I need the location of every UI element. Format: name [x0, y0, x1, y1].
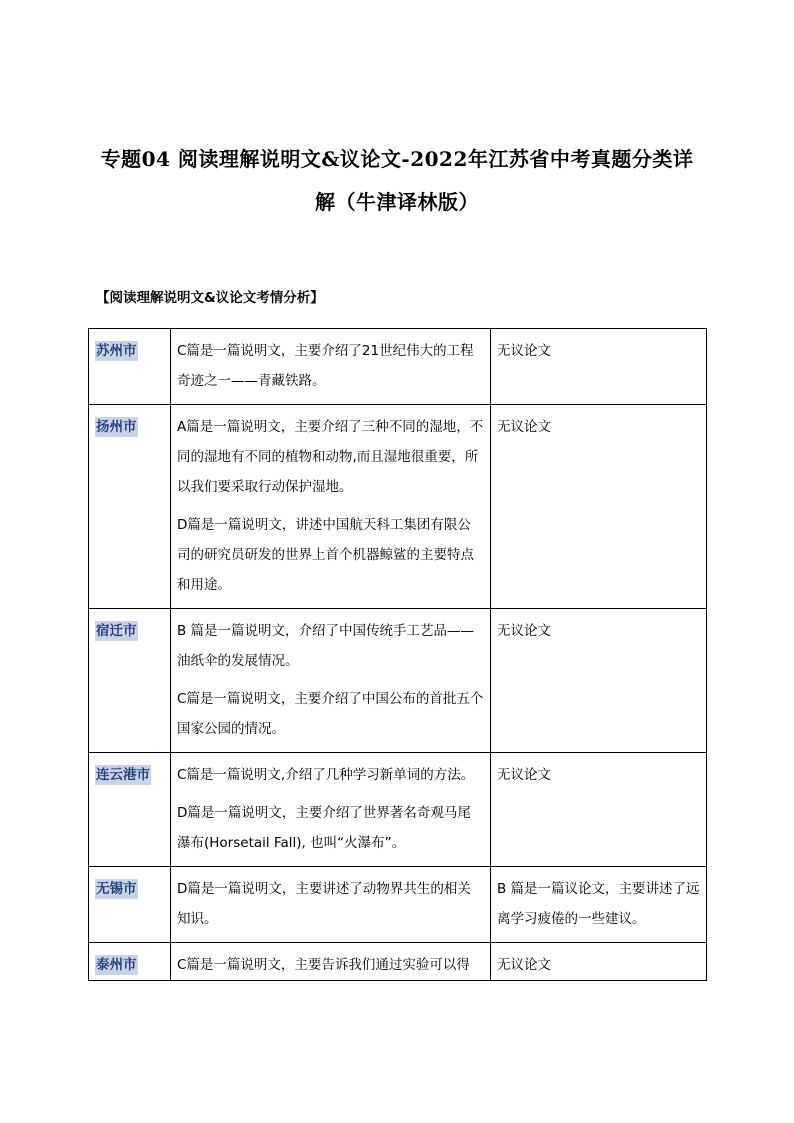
exam-analysis-table-body [89, 329, 707, 981]
document-title-line-2: 解（牛津译林版） [315, 190, 479, 214]
table-row [89, 405, 707, 609]
argumentative-cell [491, 329, 707, 405]
expository-cell [171, 867, 491, 943]
expository-cell [171, 943, 491, 981]
argumentative-text: 无议论文 [497, 623, 551, 639]
argumentative-text: B 篇是一篇议论文，主要讲述了远离学习疲倦的一些建议。 [497, 881, 700, 927]
city-name: 泰州市 [96, 957, 137, 973]
document-title-line-1: 专题04 阅读理解说明文&议论文-2022年江苏省中考真题分类详 [100, 147, 694, 171]
city-name: 苏州市 [96, 343, 137, 359]
city-name: 扬州市 [96, 419, 137, 435]
expository-cell [171, 609, 491, 753]
city-name: 无锡市 [96, 881, 137, 897]
expository-cell [171, 753, 491, 867]
city-cell [89, 943, 171, 981]
argumentative-cell [491, 405, 707, 609]
argumentative-text: 无议论文 [497, 419, 551, 435]
expository-passage: C篇是一篇说明文，主要介绍了21世纪伟大的工程奇迹之一——青藏铁路。 [177, 343, 474, 389]
expository-passage: B 篇是一篇说明文，介绍了中国传统手工艺品——油纸伞的发展情况。 [177, 623, 475, 669]
exam-analysis-table [88, 328, 707, 981]
city-name: 连云港市 [96, 767, 150, 783]
city-cell [89, 753, 171, 867]
city-cell [89, 405, 171, 609]
argumentative-cell [491, 753, 707, 867]
table-row [89, 867, 707, 943]
city-cell [89, 609, 171, 753]
argumentative-text: 无议论文 [497, 767, 551, 783]
expository-passage: C篇是一篇说明文，主要介绍了中国公布的首批五个国家公园的情况。 [177, 691, 484, 737]
expository-cell [171, 329, 491, 405]
argumentative-text: 无议论文 [497, 343, 551, 359]
expository-passage: D篇是一篇说明文，主要介绍了世界著名奇观马尾瀑布(Horsetail Fall), 也叫“火瀑布”。 [177, 805, 471, 851]
expository-passage: A篇是一篇说明文，主要介绍了三种不同的湿地，不同的湿地有不同的植物和动物,而且湿地很重要，所以我们要采取行动保护湿地。 [177, 419, 484, 495]
argumentative-cell [491, 867, 707, 943]
expository-passage: C篇是一篇说明文，主要告诉我们通过实验可以得 [177, 957, 470, 973]
argumentative-cell [491, 609, 707, 753]
expository-passage: C篇是一篇说明文,介绍了几种学习新单词的方法。 [177, 767, 475, 783]
expository-passage: D篇是一篇说明文，主要讲述了动物界共生的相关知识。 [177, 881, 471, 927]
section-heading: 【阅读理解说明文&议论文考情分析】 [96, 290, 324, 306]
argumentative-cell [491, 943, 707, 981]
city-name: 宿迁市 [96, 623, 137, 639]
city-cell [89, 867, 171, 943]
expository-passage: D篇是一篇说明文，讲述中国航天科工集团有限公司的研究员研发的世界上首个机器鲸鲨的主要特点和用途。 [177, 517, 474, 593]
argumentative-text: 无议论文 [497, 957, 551, 973]
document-title [96, 138, 698, 224]
table-row [89, 753, 707, 867]
table-row [89, 943, 707, 981]
table-row [89, 329, 707, 405]
table-row [89, 609, 707, 753]
expository-cell [171, 405, 491, 609]
city-cell [89, 329, 171, 405]
